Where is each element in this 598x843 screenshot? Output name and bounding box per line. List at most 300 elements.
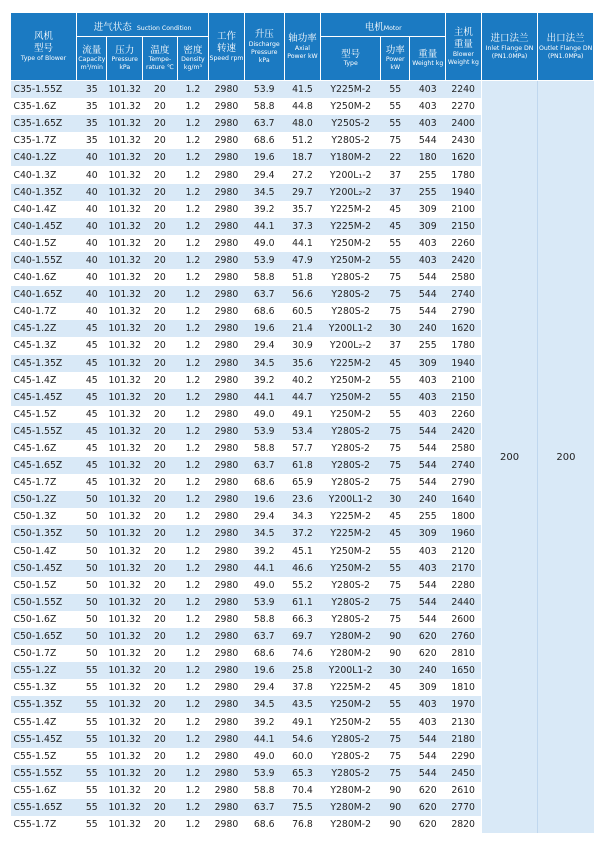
- cell-pressure: 101.32: [107, 748, 143, 765]
- cell-discharge: 68.6: [244, 474, 284, 491]
- cell-motor-power: 90: [381, 782, 410, 799]
- cell-motor-type: Y280M-2: [321, 645, 381, 662]
- cell-model: C55-1.7Z: [11, 816, 77, 833]
- header-density: 密度 Density kg/m³: [177, 37, 208, 81]
- cell-speed: 2980: [209, 816, 245, 833]
- cell-speed: 2980: [209, 713, 245, 730]
- cell-shaft-power: 49.1: [284, 406, 321, 423]
- cell-blower-weight: 2260: [446, 235, 482, 252]
- cell-temperature: 20: [143, 662, 178, 679]
- cell-motor-type: Y280S-2: [321, 748, 381, 765]
- cell-density: 1.2: [177, 577, 208, 594]
- cell-motor-weight: 403: [410, 115, 446, 132]
- cell-speed: 2980: [209, 799, 245, 816]
- cell-shaft-power: 18.7: [284, 149, 321, 166]
- cell-blower-weight: 1620: [446, 149, 482, 166]
- cell-model: C55-1.6Z: [11, 782, 77, 799]
- cell-flow: 55: [77, 748, 107, 765]
- cell-motor-power: 75: [381, 132, 410, 149]
- cell-flow: 55: [77, 816, 107, 833]
- cell-model: C45-1.2Z: [11, 320, 77, 337]
- header-motor-weight: 重量 Weight kg: [410, 37, 446, 81]
- cell-model: C45-1.5Z: [11, 406, 77, 423]
- cell-discharge: 58.8: [244, 782, 284, 799]
- cell-speed: 2980: [209, 166, 245, 183]
- cell-motor-type: Y250M-2: [321, 543, 381, 560]
- cell-shaft-power: 75.5: [284, 799, 321, 816]
- cell-motor-type: Y280S-2: [321, 286, 381, 303]
- cell-density: 1.2: [177, 389, 208, 406]
- cell-shaft-power: 48.0: [284, 115, 321, 132]
- cell-shaft-power: 60.0: [284, 748, 321, 765]
- cell-model: C45-1.4Z: [11, 372, 77, 389]
- cell-discharge: 39.2: [244, 713, 284, 730]
- cell-discharge: 63.7: [244, 457, 284, 474]
- cell-blower-weight: 1640: [446, 491, 482, 508]
- cell-motor-weight: 544: [410, 577, 446, 594]
- cell-model: C50-1.55Z: [11, 594, 77, 611]
- cell-speed: 2980: [209, 389, 245, 406]
- cell-density: 1.2: [177, 320, 208, 337]
- cell-pressure: 101.32: [107, 355, 143, 372]
- cell-temperature: 20: [143, 645, 178, 662]
- cell-temperature: 20: [143, 303, 178, 320]
- cell-motor-type: Y280M-2: [321, 799, 381, 816]
- cell-flow: 40: [77, 149, 107, 166]
- cell-motor-power: 55: [381, 560, 410, 577]
- cell-pressure: 101.32: [107, 81, 143, 99]
- cell-discharge: 53.9: [244, 765, 284, 782]
- cell-pressure: 101.32: [107, 115, 143, 132]
- cell-motor-power: 55: [381, 81, 410, 99]
- cell-motor-weight: 403: [410, 560, 446, 577]
- cell-flow: 45: [77, 440, 107, 457]
- cell-shaft-power: 47.9: [284, 252, 321, 269]
- cell-pressure: 101.32: [107, 235, 143, 252]
- cell-temperature: 20: [143, 252, 178, 269]
- cell-speed: 2980: [209, 355, 245, 372]
- cell-motor-type: Y180M-2: [321, 149, 381, 166]
- cell-motor-type: Y280S-2: [321, 765, 381, 782]
- cell-model: C45-1.3Z: [11, 337, 77, 354]
- cell-motor-weight: 544: [410, 269, 446, 286]
- cell-shaft-power: 43.5: [284, 696, 321, 713]
- cell-motor-weight: 309: [410, 218, 446, 235]
- cell-blower-weight: 1960: [446, 525, 482, 542]
- cell-density: 1.2: [177, 765, 208, 782]
- cell-pressure: 101.32: [107, 525, 143, 542]
- cell-pressure: 101.32: [107, 765, 143, 782]
- cell-motor-type: Y200L₁-2: [321, 166, 381, 183]
- cell-motor-weight: 403: [410, 235, 446, 252]
- cell-speed: 2980: [209, 782, 245, 799]
- cell-density: 1.2: [177, 269, 208, 286]
- cell-pressure: 101.32: [107, 782, 143, 799]
- cell-shaft-power: 66.3: [284, 611, 321, 628]
- cell-model: C50-1.2Z: [11, 491, 77, 508]
- cell-speed: 2980: [209, 372, 245, 389]
- cell-motor-weight: 403: [410, 372, 446, 389]
- cell-shaft-power: 54.6: [284, 731, 321, 748]
- cell-model: C50-1.45Z: [11, 560, 77, 577]
- cell-temperature: 20: [143, 81, 178, 99]
- cell-temperature: 20: [143, 594, 178, 611]
- cell-flow: 55: [77, 679, 107, 696]
- cell-density: 1.2: [177, 132, 208, 149]
- cell-pressure: 101.32: [107, 252, 143, 269]
- cell-motor-type: Y250M-2: [321, 389, 381, 406]
- cell-model: C40-1.55Z: [11, 252, 77, 269]
- cell-flow: 45: [77, 372, 107, 389]
- cell-discharge: 63.7: [244, 628, 284, 645]
- cell-motor-weight: 309: [410, 679, 446, 696]
- cell-speed: 2980: [209, 457, 245, 474]
- cell-motor-type: Y250M-2: [321, 252, 381, 269]
- cell-motor-weight: 544: [410, 440, 446, 457]
- cell-blower-weight: 2610: [446, 782, 482, 799]
- cell-motor-type: Y250S-2: [321, 115, 381, 132]
- cell-density: 1.2: [177, 166, 208, 183]
- cell-blower-weight: 1970: [446, 696, 482, 713]
- cell-speed: 2980: [209, 406, 245, 423]
- cell-shaft-power: 49.1: [284, 713, 321, 730]
- cell-model: C50-1.35Z: [11, 525, 77, 542]
- cell-speed: 2980: [209, 731, 245, 748]
- cell-density: 1.2: [177, 81, 208, 99]
- cell-motor-weight: 255: [410, 166, 446, 183]
- cell-pressure: 101.32: [107, 696, 143, 713]
- cell-pressure: 101.32: [107, 406, 143, 423]
- cell-shaft-power: 69.7: [284, 628, 321, 645]
- cell-blower-weight: 2150: [446, 218, 482, 235]
- cell-pressure: 101.32: [107, 611, 143, 628]
- cell-temperature: 20: [143, 611, 178, 628]
- cell-temperature: 20: [143, 98, 178, 115]
- cell-pressure: 101.32: [107, 713, 143, 730]
- cell-blower-weight: 2790: [446, 303, 482, 320]
- cell-speed: 2980: [209, 525, 245, 542]
- cell-shaft-power: 65.9: [284, 474, 321, 491]
- cell-temperature: 20: [143, 132, 178, 149]
- cell-model: C45-1.65Z: [11, 457, 77, 474]
- cell-motor-power: 55: [381, 543, 410, 560]
- cell-shaft-power: 40.2: [284, 372, 321, 389]
- cell-flow: 40: [77, 218, 107, 235]
- cell-density: 1.2: [177, 679, 208, 696]
- cell-flow: 55: [77, 765, 107, 782]
- cell-model: C45-1.7Z: [11, 474, 77, 491]
- cell-temperature: 20: [143, 372, 178, 389]
- cell-pressure: 101.32: [107, 645, 143, 662]
- cell-temperature: 20: [143, 782, 178, 799]
- cell-density: 1.2: [177, 372, 208, 389]
- cell-blower-weight: 1810: [446, 679, 482, 696]
- cell-model: C50-1.6Z: [11, 611, 77, 628]
- cell-temperature: 20: [143, 679, 178, 696]
- cell-shaft-power: 45.1: [284, 543, 321, 560]
- cell-discharge: 53.9: [244, 423, 284, 440]
- cell-discharge: 44.1: [244, 389, 284, 406]
- cell-density: 1.2: [177, 115, 208, 132]
- cell-speed: 2980: [209, 645, 245, 662]
- cell-motor-power: 37: [381, 184, 410, 201]
- cell-density: 1.2: [177, 303, 208, 320]
- cell-motor-power: 37: [381, 166, 410, 183]
- cell-model: C35-1.7Z: [11, 132, 77, 149]
- cell-motor-type: Y225M-2: [321, 525, 381, 542]
- cell-motor-type: Y250M-2: [321, 235, 381, 252]
- cell-temperature: 20: [143, 235, 178, 252]
- cell-motor-type: Y280S-2: [321, 474, 381, 491]
- header-discharge: 升压 Discharge Pressure kPa: [244, 13, 284, 81]
- cell-flow: 50: [77, 577, 107, 594]
- cell-blower-weight: 2760: [446, 628, 482, 645]
- cell-blower-weight: 1780: [446, 166, 482, 183]
- cell-discharge: 29.4: [244, 508, 284, 525]
- cell-motor-power: 75: [381, 423, 410, 440]
- cell-pressure: 101.32: [107, 372, 143, 389]
- cell-motor-type: Y225M-2: [321, 81, 381, 99]
- cell-speed: 2980: [209, 560, 245, 577]
- cell-blower-weight: 1940: [446, 184, 482, 201]
- cell-pressure: 101.32: [107, 577, 143, 594]
- cell-shaft-power: 70.4: [284, 782, 321, 799]
- cell-temperature: 20: [143, 457, 178, 474]
- cell-motor-type: Y200L1-2: [321, 320, 381, 337]
- cell-density: 1.2: [177, 235, 208, 252]
- cell-motor-weight: 403: [410, 406, 446, 423]
- cell-motor-type: Y280S-2: [321, 594, 381, 611]
- cell-motor-power: 75: [381, 474, 410, 491]
- cell-pressure: 101.32: [107, 389, 143, 406]
- cell-shaft-power: 53.4: [284, 423, 321, 440]
- cell-density: 1.2: [177, 184, 208, 201]
- cell-temperature: 20: [143, 389, 178, 406]
- cell-motor-power: 90: [381, 628, 410, 645]
- cell-blower-weight: 2170: [446, 560, 482, 577]
- cell-motor-weight: 403: [410, 252, 446, 269]
- cell-motor-power: 75: [381, 269, 410, 286]
- cell-shaft-power: 29.7: [284, 184, 321, 201]
- cell-flow: 45: [77, 355, 107, 372]
- cell-flow: 45: [77, 320, 107, 337]
- cell-pressure: 101.32: [107, 508, 143, 525]
- cell-flow: 55: [77, 696, 107, 713]
- cell-temperature: 20: [143, 269, 178, 286]
- cell-shaft-power: 37.3: [284, 218, 321, 235]
- cell-motor-power: 30: [381, 320, 410, 337]
- cell-flow: 50: [77, 491, 107, 508]
- cell-blower-weight: 2770: [446, 799, 482, 816]
- cell-model: C50-1.5Z: [11, 577, 77, 594]
- cell-temperature: 20: [143, 799, 178, 816]
- cell-motor-type: Y200L1-2: [321, 662, 381, 679]
- cell-motor-weight: 544: [410, 748, 446, 765]
- cell-motor-power: 45: [381, 525, 410, 542]
- cell-model: C55-1.45Z: [11, 731, 77, 748]
- cell-blower-weight: 2290: [446, 748, 482, 765]
- cell-blower-weight: 2150: [446, 389, 482, 406]
- cell-discharge: 39.2: [244, 372, 284, 389]
- cell-motor-power: 55: [381, 98, 410, 115]
- cell-discharge: 68.6: [244, 645, 284, 662]
- cell-flow: 35: [77, 132, 107, 149]
- cell-motor-power: 75: [381, 594, 410, 611]
- cell-shaft-power: 76.8: [284, 816, 321, 833]
- cell-density: 1.2: [177, 355, 208, 372]
- cell-speed: 2980: [209, 252, 245, 269]
- table-body: [11, 81, 594, 834]
- cell-blower-weight: 2430: [446, 132, 482, 149]
- cell-density: 1.2: [177, 560, 208, 577]
- cell-motor-weight: 403: [410, 81, 446, 99]
- cell-model: C40-1.3Z: [11, 166, 77, 183]
- cell-density: 1.2: [177, 713, 208, 730]
- cell-flow: 35: [77, 81, 107, 99]
- cell-blower-weight: 2400: [446, 115, 482, 132]
- cell-temperature: 20: [143, 474, 178, 491]
- cell-discharge: 44.1: [244, 560, 284, 577]
- cell-pressure: 101.32: [107, 303, 143, 320]
- cell-discharge: 49.0: [244, 406, 284, 423]
- cell-motor-power: 55: [381, 115, 410, 132]
- cell-discharge: 39.2: [244, 201, 284, 218]
- cell-pressure: 101.32: [107, 132, 143, 149]
- cell-speed: 2980: [209, 303, 245, 320]
- cell-motor-power: 90: [381, 816, 410, 833]
- cell-motor-type: Y280S-2: [321, 611, 381, 628]
- cell-motor-weight: 544: [410, 611, 446, 628]
- cell-motor-type: Y200L₂-2: [321, 337, 381, 354]
- cell-blower-weight: 2790: [446, 474, 482, 491]
- cell-motor-type: Y280S-2: [321, 303, 381, 320]
- cell-motor-type: Y250M-2: [321, 696, 381, 713]
- cell-discharge: 53.9: [244, 81, 284, 99]
- cell-model: C40-1.4Z: [11, 201, 77, 218]
- cell-shaft-power: 27.2: [284, 166, 321, 183]
- cell-discharge: 39.2: [244, 543, 284, 560]
- cell-motor-power: 90: [381, 645, 410, 662]
- cell-motor-power: 37: [381, 337, 410, 354]
- cell-motor-type: Y250M-2: [321, 713, 381, 730]
- header-pressure: 压力 Pressure kPa: [107, 37, 143, 81]
- cell-flow: 40: [77, 235, 107, 252]
- cell-temperature: 20: [143, 560, 178, 577]
- cell-motor-type: Y280S-2: [321, 440, 381, 457]
- cell-temperature: 20: [143, 543, 178, 560]
- cell-shaft-power: 60.5: [284, 303, 321, 320]
- cell-shaft-power: 25.8: [284, 662, 321, 679]
- cell-pressure: 101.32: [107, 423, 143, 440]
- cell-temperature: 20: [143, 320, 178, 337]
- cell-density: 1.2: [177, 782, 208, 799]
- cell-blower-weight: 1940: [446, 355, 482, 372]
- cell-motor-type: Y225M-2: [321, 355, 381, 372]
- cell-density: 1.2: [177, 440, 208, 457]
- cell-model: C55-1.55Z: [11, 765, 77, 782]
- cell-pressure: 101.32: [107, 679, 143, 696]
- cell-motor-power: 75: [381, 286, 410, 303]
- cell-temperature: 20: [143, 816, 178, 833]
- cell-model: C35-1.65Z: [11, 115, 77, 132]
- cell-model: C50-1.3Z: [11, 508, 77, 525]
- cell-blower-weight: 2740: [446, 286, 482, 303]
- cell-speed: 2980: [209, 491, 245, 508]
- cell-motor-weight: 544: [410, 423, 446, 440]
- cell-density: 1.2: [177, 645, 208, 662]
- cell-pressure: 101.32: [107, 149, 143, 166]
- cell-temperature: 20: [143, 440, 178, 457]
- cell-motor-power: 75: [381, 748, 410, 765]
- cell-shaft-power: 61.1: [284, 594, 321, 611]
- cell-discharge: 34.5: [244, 355, 284, 372]
- cell-blower-weight: 2280: [446, 577, 482, 594]
- cell-blower-weight: 2180: [446, 731, 482, 748]
- cell-speed: 2980: [209, 440, 245, 457]
- cell-speed: 2980: [209, 611, 245, 628]
- cell-discharge: 29.4: [244, 337, 284, 354]
- cell-speed: 2980: [209, 748, 245, 765]
- cell-pressure: 101.32: [107, 628, 143, 645]
- cell-flow: 50: [77, 560, 107, 577]
- cell-model: C40-1.45Z: [11, 218, 77, 235]
- cell-motor-type: Y225M-2: [321, 679, 381, 696]
- cell-blower-weight: 2120: [446, 543, 482, 560]
- cell-density: 1.2: [177, 696, 208, 713]
- cell-motor-type: Y250M-2: [321, 98, 381, 115]
- cell-blower-weight: 2820: [446, 816, 482, 833]
- cell-temperature: 20: [143, 166, 178, 183]
- cell-pressure: 101.32: [107, 201, 143, 218]
- cell-temperature: 20: [143, 149, 178, 166]
- cell-speed: 2980: [209, 765, 245, 782]
- cell-discharge: 49.0: [244, 748, 284, 765]
- cell-pressure: 101.32: [107, 799, 143, 816]
- cell-shaft-power: 74.6: [284, 645, 321, 662]
- cell-temperature: 20: [143, 218, 178, 235]
- cell-speed: 2980: [209, 201, 245, 218]
- cell-temperature: 20: [143, 423, 178, 440]
- blower-spec-table: [10, 12, 594, 833]
- cell-motor-type: Y280S-2: [321, 457, 381, 474]
- cell-motor-weight: 309: [410, 355, 446, 372]
- cell-motor-weight: 309: [410, 201, 446, 218]
- cell-motor-power: 55: [381, 235, 410, 252]
- cell-discharge: 63.7: [244, 115, 284, 132]
- cell-motor-weight: 620: [410, 645, 446, 662]
- cell-motor-type: Y200L₂-2: [321, 184, 381, 201]
- cell-flow: 45: [77, 389, 107, 406]
- cell-temperature: 20: [143, 491, 178, 508]
- cell-discharge: 58.8: [244, 611, 284, 628]
- cell-motor-weight: 544: [410, 474, 446, 491]
- cell-motor-power: 45: [381, 201, 410, 218]
- cell-temperature: 20: [143, 406, 178, 423]
- cell-pressure: 101.32: [107, 560, 143, 577]
- cell-speed: 2980: [209, 184, 245, 201]
- cell-flow: 55: [77, 713, 107, 730]
- cell-pressure: 101.32: [107, 457, 143, 474]
- cell-temperature: 20: [143, 337, 178, 354]
- cell-model: C55-1.65Z: [11, 799, 77, 816]
- table-row: [11, 81, 594, 99]
- cell-flow: 50: [77, 645, 107, 662]
- cell-motor-weight: 240: [410, 662, 446, 679]
- cell-temperature: 20: [143, 731, 178, 748]
- cell-model: C45-1.55Z: [11, 423, 77, 440]
- cell-temperature: 20: [143, 713, 178, 730]
- cell-flow: 55: [77, 782, 107, 799]
